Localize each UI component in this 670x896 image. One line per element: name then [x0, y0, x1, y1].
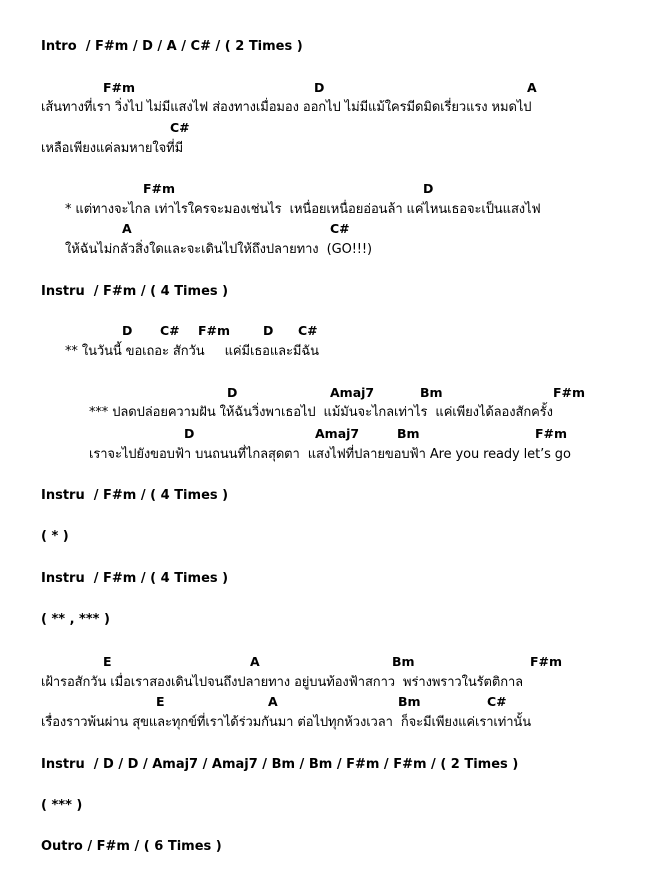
chord: E — [103, 654, 112, 669]
chord: A — [527, 80, 537, 95]
chord: C# — [170, 120, 190, 135]
instru-line: Instru / F#m / ( 4 Times ) — [41, 571, 229, 586]
chord: Amaj7 — [315, 426, 360, 441]
lyric-line: เฝ้ารอสักวัน เมื่อเราสองเดินไปจนถึงปลายทาง อยู่บนท้องฟ้าสกาว พร่างพราวในรัตติกาล — [41, 675, 524, 690]
chord: F#m — [103, 80, 136, 95]
chord: Bm — [398, 694, 421, 709]
chord: Bm — [420, 385, 443, 400]
chord: D — [423, 181, 434, 196]
chord: Amaj7 — [330, 385, 375, 400]
chord: C# — [330, 221, 350, 236]
chord: F#m — [198, 323, 231, 338]
outro-line: Outro / F#m / ( 6 Times ) — [41, 839, 222, 854]
chord: D — [184, 426, 195, 441]
lyric-line: ให้ฉันไม่กลัวสิ่งใดและจะเดินไปให้ถึงปลายทาง (GO!!!) — [65, 242, 373, 257]
lyric-line: * แต่ทางจะไกล เท่าไรใครจะมองเช่นไร เหนื่อยเหนื่อยอ่อนล้า แค่ไหนเธอจะเป็นแสงไฟ — [65, 202, 541, 217]
chord: F#m — [143, 181, 176, 196]
chord: A — [250, 654, 260, 669]
repeat-marker: ( *** ) — [41, 798, 83, 813]
instru-line: Instru / F#m / ( 4 Times ) — [41, 488, 229, 503]
chord: F#m — [535, 426, 568, 441]
chord: F#m — [553, 385, 586, 400]
lyric-line: เรื่องราวพ้นผ่าน สุขและทุกข์ที่เราได้ร่วมกันมา ต่อไปทุกห้วงเวลา ก็จะมีเพียงแค่เราเท่านั้น — [41, 715, 531, 730]
lyric-line: เส้นทางที่เรา วิ่งไป ไม่มีแสงไฟ ส่องทางเมื่อมอง ออกไป ไม่มีแม้ใครมีดมิดเรี่ยวแรง หมดไป — [41, 100, 532, 115]
repeat-marker: ( * ) — [41, 529, 69, 544]
lyric-line: เหลือเพียงแค่ลมหายใจที่มี — [41, 141, 184, 156]
chord: A — [268, 694, 278, 709]
chord: F#m — [530, 654, 563, 669]
repeat-marker: ( ** , *** ) — [41, 612, 110, 627]
lyric-line: เราจะไปยังขอบฟ้า บนถนนที่ไกลสุดตา แสงไฟที่ปลายขอบฟ้า Are you ready let’s go — [89, 447, 571, 462]
chord: A — [122, 221, 132, 236]
intro-line: Intro / F#m / D / A / C# / ( 2 Times ) — [41, 39, 303, 54]
chord: E — [156, 694, 165, 709]
instru-line: Instru / F#m / ( 4 Times ) — [41, 284, 229, 299]
lyric-line: ** ในวันนี้ ขอเถอะ สักวัน แค่มีเธอและมีฉัน — [65, 344, 319, 359]
chord: D — [263, 323, 274, 338]
chord: Bm — [397, 426, 420, 441]
chord: D — [314, 80, 325, 95]
chord: Bm — [392, 654, 415, 669]
chord: C# — [487, 694, 507, 709]
chord: C# — [160, 323, 180, 338]
chord: C# — [298, 323, 318, 338]
chord: D — [227, 385, 238, 400]
chord: D — [122, 323, 133, 338]
instru-line: Instru / D / D / Amaj7 / Amaj7 / Bm / Bm / F#m / F#m / ( 2 Times ) — [41, 757, 519, 772]
lyric-line: *** ปลดปล่อยความฝัน ให้ฉันวิ่งพาเธอไป แม้มันจะไกลเท่าไร แค่เพียงได้ลองสักครั้ง — [89, 405, 553, 420]
